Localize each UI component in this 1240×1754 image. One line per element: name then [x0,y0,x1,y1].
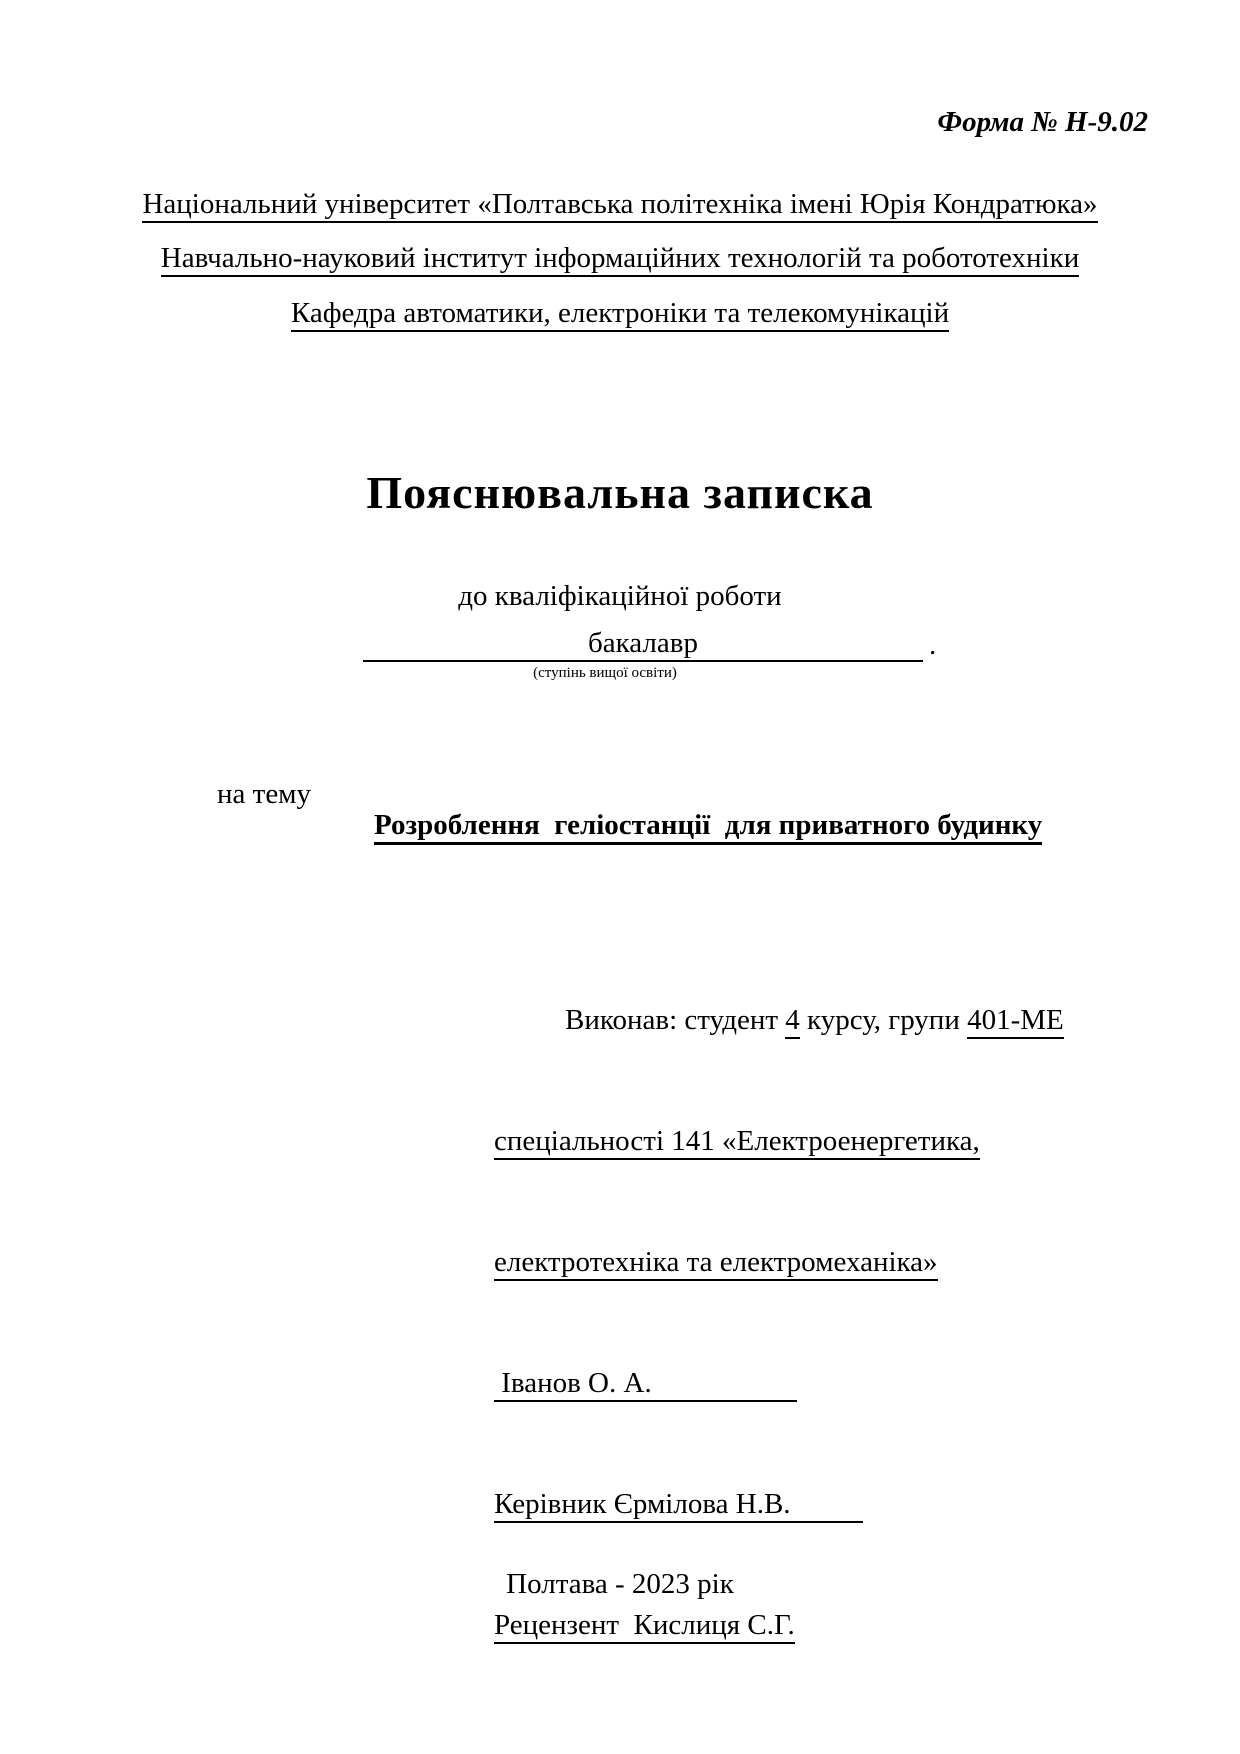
document-subtitle: до кваліфікаційної роботи [458,580,782,612]
supervisor-line [494,1488,1064,1521]
specialty-text-1: спеціальності 141 «Електроенергетика, [494,1125,980,1160]
supervisor-name: Керівник Єрмілова Н.В. [494,1488,863,1523]
group-number: 401-МЕ [967,1004,1064,1039]
header-institute-line [0,242,1240,275]
specialty-line-1 [494,1125,1064,1158]
course-number: 4 [785,1004,800,1039]
university-name: Національний університет «Полтавська політехніка імені Юрія Кондратюка» [142,188,1097,223]
degree-line [363,627,923,662]
specialty-line-2 [494,1246,1064,1279]
topic-value: Розроблення геліостанції для приватного будинку [374,809,1042,845]
student-line [494,1367,1064,1400]
topic-line [345,776,1042,875]
performed-mid: курсу, групи [799,1004,968,1036]
department-name: Кафедра автоматики, електроніки та телекомунікацій [291,297,949,332]
degree-period: . [929,629,937,661]
performed-prefix: Виконав: студент [565,1004,786,1036]
specialty-text-2: електротехніка та електромеханіка» [494,1246,938,1281]
topic-label: на тему [217,778,312,810]
document-title: Пояснювальна записка [366,467,874,518]
reviewer-name: Рецензент Кислиця С.Г. [494,1609,795,1644]
footer-city-year: Полтава - 2023 рік [506,1568,734,1600]
degree-caption: (ступінь вищої освіти) [533,665,677,681]
reviewer-line [494,1609,1064,1642]
header-university-line [0,188,1240,221]
header-department-line [0,297,1240,330]
form-number: Форма № Н-9.02 [937,106,1148,138]
executor-performed-line [494,1004,1064,1037]
executor-block [494,938,1064,1730]
student-name: Іванов О. А. [494,1367,797,1402]
degree-value: бакалавр [588,627,698,659]
institute-name: Навчально-науковий інститут інформаційних технологій та робототехніки [161,242,1079,277]
